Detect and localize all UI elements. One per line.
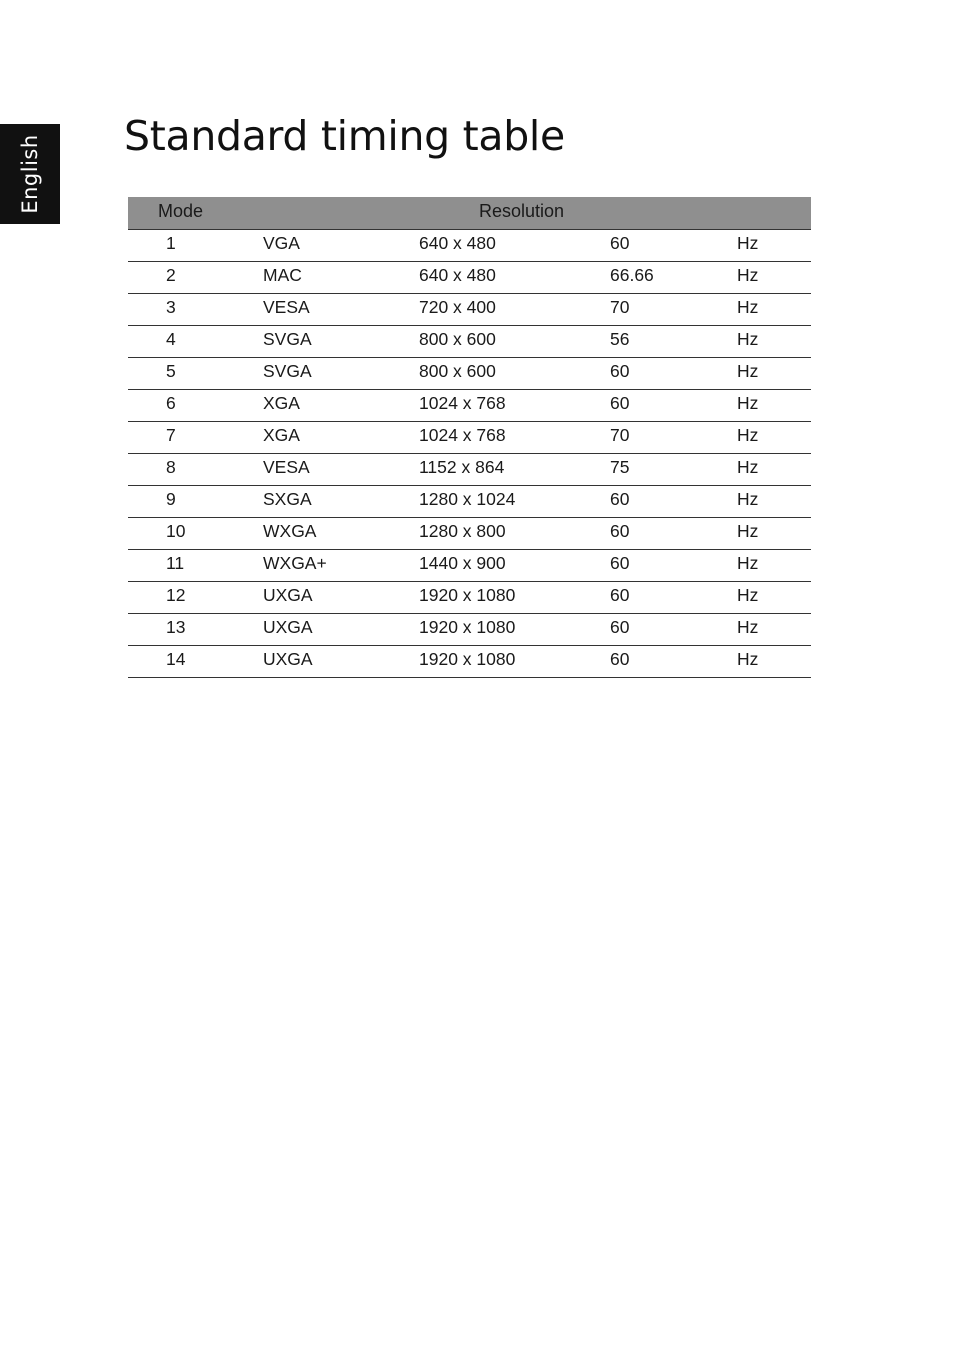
mode-number: 9 (166, 489, 176, 509)
mode-standard: UXGA (263, 617, 313, 637)
table-row (128, 550, 811, 582)
language-tab (0, 124, 60, 224)
frequency-unit: Hz (737, 585, 759, 605)
frequency-unit: Hz (737, 649, 759, 669)
mode-standard: UXGA (263, 649, 313, 669)
frequency-unit: Hz (737, 521, 759, 541)
mode-standard: VESA (263, 297, 310, 317)
mode-standard: UXGA (263, 585, 313, 605)
mode-resolution: 1440 x 900 (419, 553, 506, 573)
mode-number: 14 (166, 649, 186, 669)
table-row (128, 486, 811, 518)
table-row (128, 614, 811, 646)
mode-frequency: 60 (610, 521, 630, 541)
table-row (128, 262, 811, 294)
mode-resolution: 1024 x 768 (419, 425, 506, 445)
table-row (128, 358, 811, 390)
mode-frequency: 60 (610, 393, 630, 413)
mode-number: 13 (166, 617, 186, 637)
mode-standard: MAC (263, 265, 302, 285)
frequency-unit: Hz (737, 265, 759, 285)
mode-number: 7 (166, 425, 176, 445)
frequency-unit: Hz (737, 393, 759, 413)
mode-number: 2 (166, 265, 176, 285)
mode-resolution: 1920 x 1080 (419, 649, 516, 669)
table-body (128, 230, 811, 678)
mode-standard: VGA (263, 233, 300, 253)
header-resolution: Resolution (479, 201, 565, 221)
mode-resolution: 800 x 600 (419, 361, 496, 381)
mode-frequency: 70 (610, 425, 630, 445)
frequency-unit: Hz (737, 233, 759, 253)
frequency-unit: Hz (737, 297, 759, 317)
table-row (128, 518, 811, 550)
mode-frequency: 70 (610, 297, 630, 317)
language-tab-label: English (18, 134, 42, 214)
mode-number: 11 (166, 553, 185, 573)
mode-number: 4 (166, 329, 176, 349)
mode-frequency: 60 (610, 489, 630, 509)
mode-standard: WXGA+ (263, 553, 327, 573)
mode-number: 5 (166, 361, 176, 381)
header-mode: Mode (158, 201, 204, 221)
mode-number: 8 (166, 457, 176, 477)
frequency-unit: Hz (737, 553, 759, 573)
mode-standard: SVGA (263, 361, 312, 381)
frequency-unit: Hz (737, 425, 759, 445)
mode-standard: SVGA (263, 329, 312, 349)
mode-standard: WXGA (263, 521, 317, 541)
mode-number: 1 (166, 233, 176, 253)
frequency-unit: Hz (737, 617, 759, 637)
mode-standard: SXGA (263, 489, 312, 509)
mode-resolution: 1280 x 1024 (419, 489, 516, 509)
mode-frequency: 66.66 (610, 265, 654, 285)
mode-frequency: 60 (610, 617, 630, 637)
frequency-unit: Hz (737, 457, 759, 477)
mode-resolution: 1920 x 1080 (419, 617, 516, 637)
mode-resolution: 1920 x 1080 (419, 585, 516, 605)
table-row (128, 326, 811, 358)
table-row (128, 582, 811, 614)
mode-frequency: 60 (610, 649, 630, 669)
mode-number: 6 (166, 393, 176, 413)
mode-number: 3 (166, 297, 176, 317)
mode-resolution: 800 x 600 (419, 329, 496, 349)
mode-resolution: 1024 x 768 (419, 393, 506, 413)
table-header (128, 197, 811, 230)
table-row (128, 454, 811, 486)
table-row (128, 230, 811, 262)
mode-standard: VESA (263, 457, 310, 477)
mode-frequency: 60 (610, 553, 630, 573)
mode-number: 10 (166, 521, 186, 541)
mode-resolution: 720 x 400 (419, 297, 496, 317)
timing-table (128, 197, 811, 678)
mode-standard: XGA (263, 393, 300, 413)
table-row (128, 390, 811, 422)
page-title: Standard timing table (124, 112, 565, 160)
mode-frequency: 60 (610, 361, 630, 381)
frequency-unit: Hz (737, 361, 759, 381)
mode-resolution: 1152 x 864 (419, 457, 505, 477)
mode-resolution: 1280 x 800 (419, 521, 506, 541)
mode-frequency: 60 (610, 585, 630, 605)
table-row (128, 646, 811, 678)
mode-frequency: 60 (610, 233, 630, 253)
mode-standard: XGA (263, 425, 300, 445)
frequency-unit: Hz (737, 329, 759, 349)
mode-frequency: 56 (610, 329, 630, 349)
mode-number: 12 (166, 585, 186, 605)
mode-resolution: 640 x 480 (419, 265, 496, 285)
mode-frequency: 75 (610, 457, 630, 477)
mode-resolution: 640 x 480 (419, 233, 496, 253)
frequency-unit: Hz (737, 489, 759, 509)
table-row (128, 294, 811, 326)
table-row (128, 422, 811, 454)
